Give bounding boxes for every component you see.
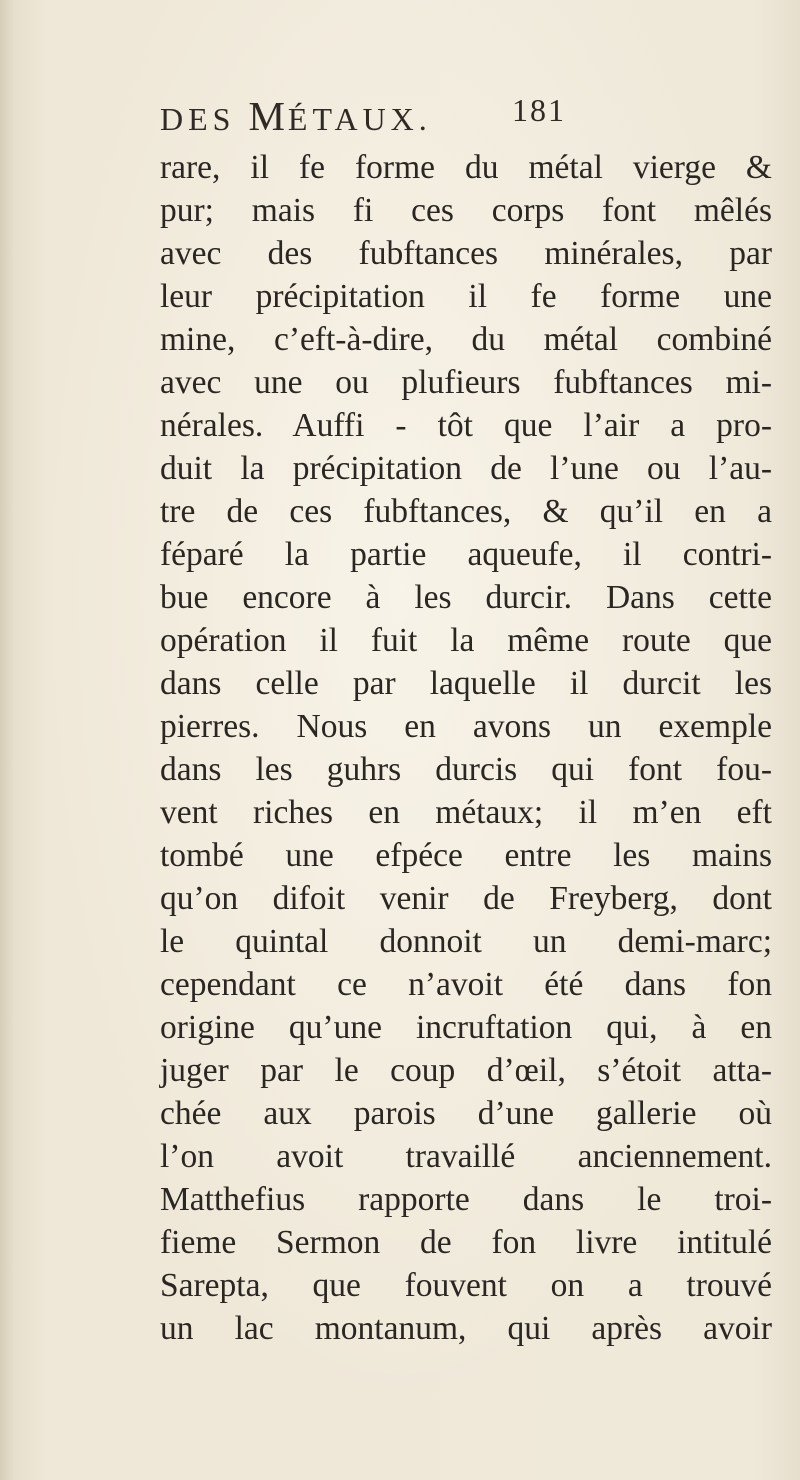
text-line: avec une ou plufieurs fubftances mi- (160, 364, 772, 401)
text-line: dans les guhrs durcis qui font fou- (160, 751, 772, 788)
ink-speck (600, 382, 602, 384)
text-line: l’on avoit travaillé anciennement. (160, 1138, 772, 1175)
text-line: vent riches en métaux; il m’en eft (160, 794, 772, 831)
page-gutter-shadow (0, 0, 14, 1480)
text-line: cependant ce n’avoit été dans fon (160, 966, 772, 1003)
running-title-initial: M (248, 93, 288, 139)
text-line: pierres. Nous en avons un exemple (160, 708, 772, 745)
running-title (160, 92, 432, 140)
text-line: tombé une efpéce entre les mains (160, 837, 772, 874)
text-line: nérales. Auffi - tôt que l’air a pro- (160, 407, 772, 444)
text-line: qu’on difoit venir de Freyberg, dont (160, 880, 772, 917)
text-line: un lac montanum, qui après avoir (160, 1310, 772, 1347)
text-line: le quintal donnoit un demi-marc; (160, 923, 772, 960)
text-line: leur précipitation il fe forme une (160, 278, 772, 315)
text-line: duit la précipitation de l’une ou l’au- (160, 450, 772, 487)
text-line: opération il fuit la même route que (160, 622, 772, 659)
text-line: chée aux parois d’une gallerie où (160, 1095, 772, 1132)
text-line: juger par le coup d’œil, s’étoit atta- (160, 1052, 772, 1089)
text-line: Sarepta, que fouvent on a trouvé (160, 1267, 772, 1304)
text-line: mine, c’eft-à-dire, du métal combiné (160, 321, 772, 358)
text-line: fieme Sermon de fon livre intitulé (160, 1224, 772, 1261)
text-line: rare, il fe forme du métal vierge & (160, 149, 772, 186)
text-line: féparé la partie aqueufe, il contri- (160, 536, 772, 573)
text-line: tre de ces fubftances, & qu’il en a (160, 493, 772, 530)
text-line: bue encore à les durcir. Dans cette (160, 579, 772, 616)
body-text (160, 146, 772, 1466)
text-line: dans celle par laquelle il durcit les (160, 665, 772, 702)
running-title-prefix: DES (160, 101, 236, 137)
text-line: pur; mais fi ces corps font mêlés (160, 192, 772, 229)
text-line: origine qu’une incruftation qui, à en (160, 1009, 772, 1046)
running-header (160, 92, 660, 142)
page-number: 181 (512, 92, 566, 128)
text-line: Matthefius rapporte dans le troi- (160, 1181, 772, 1218)
text-line: avec des fubftances minérales, par (160, 235, 772, 272)
running-title-rest: ÉTAUX. (287, 101, 432, 137)
